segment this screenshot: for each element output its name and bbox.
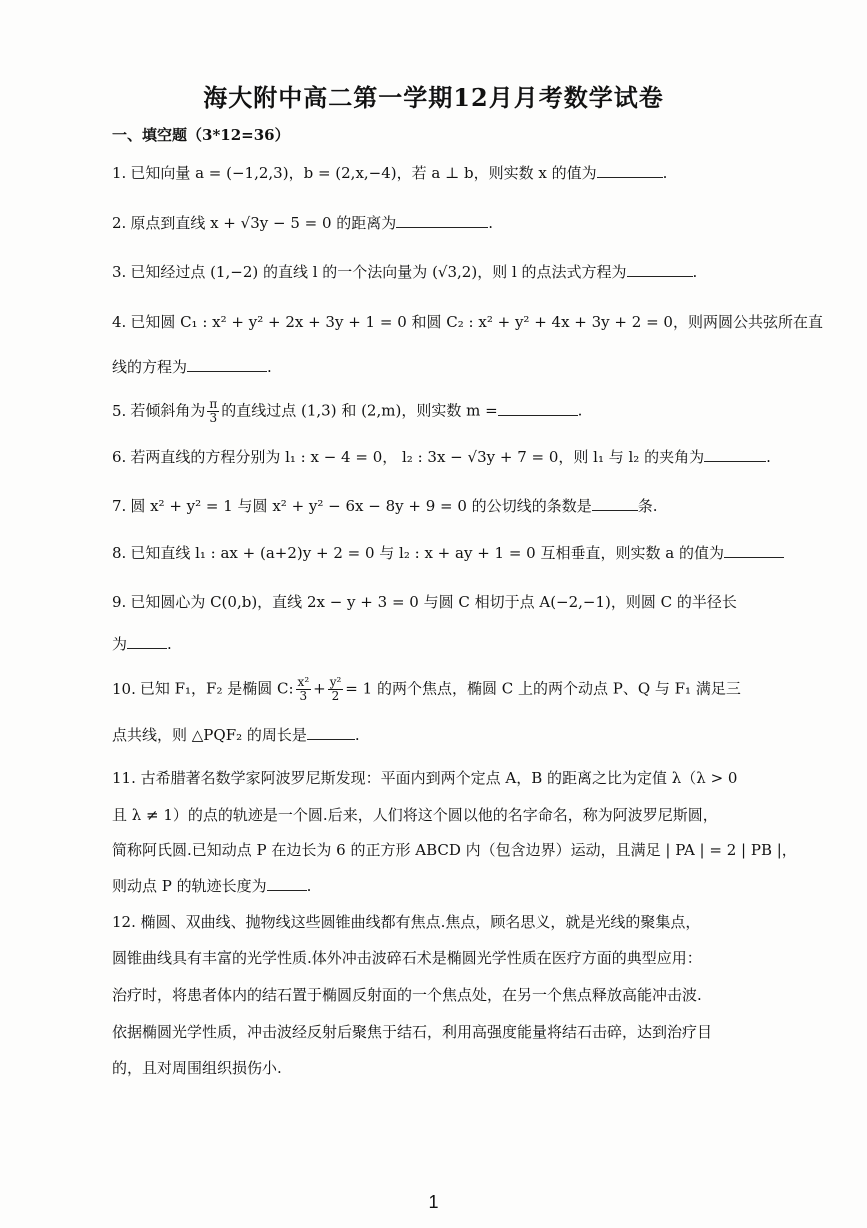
question-end: .	[577, 401, 583, 420]
question-text: 线的方程为	[112, 358, 188, 376]
question-text: 则动点 P 的轨迹长度为	[112, 877, 267, 895]
answer-blank[interactable]	[127, 634, 167, 649]
question-number: 9.	[112, 593, 127, 611]
question-2	[112, 213, 762, 233]
question-10-line2	[112, 725, 762, 745]
question-number: 6.	[112, 448, 127, 466]
question-12-line4: 依据椭圆光学性质，冲击波经反射后聚焦于结石，利用高强度能量将结石击碎，达到治疗目	[112, 1023, 713, 1041]
question-text: 若两直线的方程分别为 l₁ : x − 4 = 0， l₂ : 3x − √3y + 7 = 0，则 l₁ 与 l₂ 的夹角为	[130, 448, 705, 466]
question-number: 8.	[112, 544, 127, 562]
question-11-line4	[112, 876, 762, 896]
answer-blank[interactable]	[307, 725, 355, 740]
answer-blank[interactable]	[627, 262, 693, 277]
question-12-line1: 12. 椭圆、双曲线、抛物线这些圆锥曲线都有焦点.焦点，顾名思义，就是光线的聚集点，	[112, 913, 701, 931]
answer-blank[interactable]	[597, 163, 663, 178]
question-end: .	[306, 877, 312, 895]
question-end: .	[662, 164, 668, 182]
question-12-line5: 的，且对周围组织损伤小.	[112, 1059, 282, 1077]
question-9	[112, 592, 762, 612]
fraction: $\frac{\pi}{3}$	[209, 397, 218, 425]
question-text: 点共线，则 △PQF₂ 的周长是	[112, 726, 307, 744]
question-11-line1: 11. 古希腊著名数学家阿波罗尼斯发现：平面内到两个定点 A，B 的距离之比为定值 λ（λ > 0	[112, 769, 738, 787]
question-11-line2: 且 λ ≠ 1）的点的轨迹是一个圆.后来，人们将这个圆以他的名字命名，称为阿波罗尼斯圆，	[112, 806, 718, 824]
question-text: 已知经过点 (1,−2) 的直线 l 的一个法向量为 (√3,2)，则 l 的点法式方程为	[130, 263, 627, 281]
question-12-line3: 治疗时，将患者体内的结石置于椭圆反射面的一个焦点处，在另一个焦点释放高能冲击波.	[112, 986, 702, 1004]
answer-blank[interactable]	[704, 447, 766, 462]
answer-blank[interactable]	[592, 496, 638, 511]
question-5	[112, 398, 762, 425]
section-heading: 一、填空题（3*12=36）	[112, 126, 290, 144]
question-end: .	[692, 263, 698, 281]
question-text: 圆 x² + y² = 1 与圆 x² + y² − 6x − 8y + 9 = 0 的公切线的条数是	[130, 497, 592, 515]
question-7	[112, 496, 762, 516]
question-number: 7.	[112, 497, 127, 515]
question-text: 已知圆心为 C(0,b)，直线 2x − y + 3 = 0 与圆 C 相切于点 A(−2,−1)，则圆 C 的半径长	[130, 593, 737, 611]
question-4	[112, 312, 823, 332]
fraction: $\frac{\text{y²}}{2}$	[329, 675, 342, 703]
question-8	[112, 543, 762, 563]
question-4-line2	[112, 357, 762, 377]
question-text: 已知直线 l₁ : ax + (a+2)y + 2 = 0 与 l₂ : x + ay + 1 = 0 互相垂直，则实数 a 的值为	[130, 544, 724, 562]
question-number: 2.	[112, 214, 127, 232]
question-text: = 1 的两个焦点，椭圆 C 上的两个动点 P、Q 与 F₁ 满足三	[345, 679, 741, 698]
question-12-line2: 圆锥曲线具有丰富的光学性质.体外冲击波碎石术是椭圆光学性质在医疗方面的典型应用：	[112, 949, 702, 967]
question-text: 已知向量 a = (−1,2,3)，b = (2,x,−4)，若 a ⊥ b，则实数 x 的值为	[130, 164, 597, 182]
question-text: 若倾斜角为	[130, 401, 206, 420]
question-end: .	[766, 448, 771, 466]
question-11-line3: 简称阿氏圆.已知动点 P 在边长为 6 的正方形 ABCD 内（包含边界）运动，且满足 | PA | = 2 | PB |，	[112, 841, 797, 859]
question-6	[112, 447, 771, 467]
question-number: 5.	[112, 401, 127, 420]
question-number: 3.	[112, 263, 127, 281]
question-text: 已知圆 C₁ : x² + y² + 2x + 3y + 1 = 0 和圆 C₂ : x² + y² + 4x + 3y + 2 = 0，则两圆公共弦所在直	[130, 313, 823, 331]
question-end: .	[488, 214, 494, 232]
question-end: .	[354, 726, 360, 744]
question-number: 4.	[112, 313, 127, 331]
question-text: 原点到直线 x + √3y − 5 = 0 的距离为	[130, 214, 397, 232]
question-3	[112, 262, 762, 282]
page-number: 1	[428, 1192, 439, 1212]
question-end: .	[167, 635, 172, 653]
question-number: 1.	[112, 164, 127, 182]
question-text: 为	[112, 635, 128, 653]
answer-blank[interactable]	[396, 213, 488, 228]
question-end: .	[267, 358, 272, 376]
question-number: 10.	[112, 679, 136, 698]
answer-blank[interactable]	[498, 401, 578, 416]
answer-blank[interactable]	[267, 876, 307, 891]
question-10: 10. 已知 F₁，F₂ 是椭圆 C: $\frac{\text{x²}}{3}$ + $\frac{\text{y²}}{2}$ = 1 的两个焦点，椭圆 C 上的两个动点 P、Q 与 F₁ 满足三	[112, 675, 741, 703]
question-end: 条.	[637, 497, 658, 515]
fraction: $\frac{\text{x²}}{3}$	[297, 675, 310, 703]
question-text: 的直线过点 (1,3) 和 (2,m)，则实数 m =	[221, 401, 498, 420]
question-text: 已知 F₁，F₂ 是椭圆 C:	[139, 679, 294, 698]
exam-title: 海大附中高二第一学期12月月考数学试卷	[203, 83, 664, 112]
answer-blank[interactable]	[187, 357, 267, 372]
answer-blank[interactable]	[724, 543, 784, 558]
question-9-line2	[112, 634, 762, 654]
question-1	[112, 163, 762, 183]
